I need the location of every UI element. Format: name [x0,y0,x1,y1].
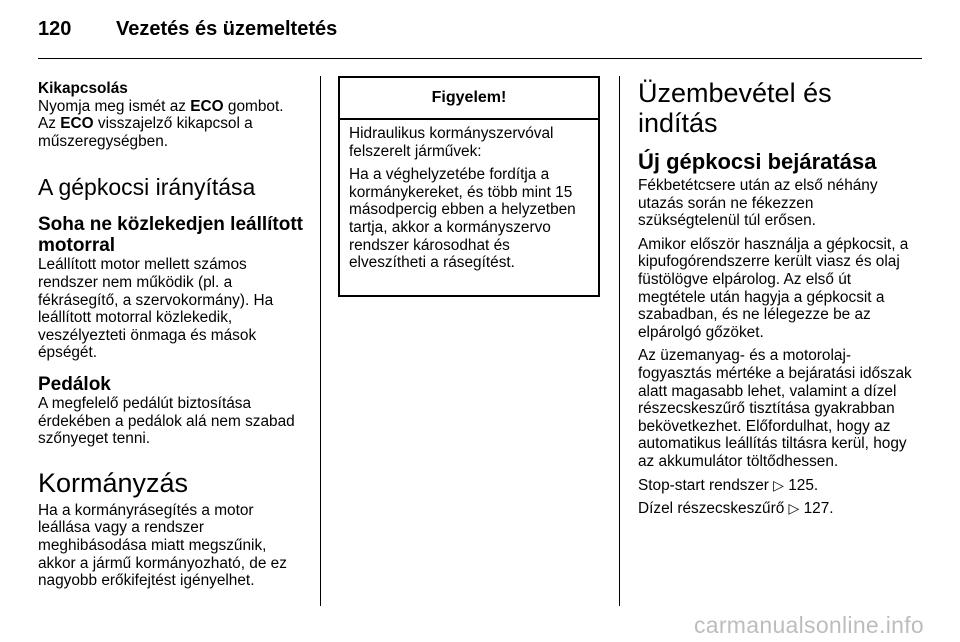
reference-label: Stop-start rendszer [638,476,774,494]
text-run: Nyomja meg ismét az [38,97,191,115]
heading-soha: Soha ne közlekedjen leállított motorral [38,214,304,257]
paragraph-pedalok: A megfelelő pedálút biztosítása érdekében a pedálok alá nem szabad szőnyeget tenni. [38,394,295,448]
paragraph-soha: Leállított motor mellett számos rendszer nem működik (pl. a fékrásegítő, a szervokormány). Ha leállított motorral közlekedik, veszélyezteti önmaga és mások épségét. [38,256,274,362]
text-run: visszajelző kikapcsol a műszeregységben. [38,115,253,150]
page-number: 120 [38,18,72,40]
paragraph-kormanyzas: Ha a kormányrásegítés a motor leállása vagy a rendszer meghibásodása miatt megszűnik, akkor a jármű kormányozható, de ez nagyobb erőkifejtést igényelhet. [38,501,287,590]
page-reference-icon: ▷ [773,476,784,493]
paragraph-bejaratas-3: Az üzemanyag- és a motorolaj-fogyasztás mértéke a bejáratási időszak alatt magasabb lehet, valamint a dízel részecskeszűrő tisztítása gyakrabban bekövetkezhet. Előfordulhat, hogy az automatikus leállítás tiltásra kerül, hogy az akkumulátor töltődhessen. [638,347,912,470]
page-reference-icon: ▷ [788,500,800,517]
heading-iranyitas: A gépkocsi irányítása [38,174,256,201]
header-rule [38,58,922,59]
warning-body [340,120,598,272]
reference-dizel[interactable] [638,500,914,518]
heading-uzembevetel: Üzembevétel és indítás [638,78,832,138]
heading-kikapcsolas: Kikapcsolás [38,80,128,97]
heading-kormanyzas: Kormányzás [38,467,189,498]
column-left [38,80,306,590]
eco-label: ECO [60,115,94,133]
chapter-title: Vezetés és üzemeltetés [116,18,338,40]
heading-pedalok: Pedálok [38,373,111,395]
reference-page: 125. [783,476,819,494]
column-divider-left [320,76,321,606]
reference-stop-start[interactable] [638,477,914,495]
text-run: gombot. [223,97,284,115]
reference-label: Dízel részecskeszűrő [638,500,789,518]
watermark: carmanualsonline.info [693,612,924,638]
warning-box [338,76,600,297]
eco-label: ECO [190,97,224,115]
column-right [638,78,914,518]
paragraph-bejaratas-2: Amikor először használja a gépkocsit, a kipufogórendszerre került viasz és olaj füstölögve elpárolog. Az első út megtétele után hagyja a gépkocsit a szabadban, és ne lélegezze be az elpárolgó gőzöket. [638,235,909,341]
paragraph-kikapcsolas-2 [38,115,306,150]
paragraph-kikapcsolas-1 [38,98,306,116]
heading-bejaratas: Új gépkocsi bejáratása [638,149,877,174]
column-divider-right [619,76,620,606]
paragraph-bejaratas-1: Fékbetétcsere után az első néhány utazás során ne fékezzen szükségtelenül túl erősen. [638,177,878,230]
page-header [38,18,337,41]
warning-paragraph-2: Ha a véghelyzetébe fordítja a kormánykereket, és több mint 15 másodpercig ebben a helyzetben tartja, akkor a kormányszervo rendszer károsodhat és elveszítheti a rásegítést. [349,166,576,272]
warning-title: Figyelem! [340,78,598,120]
text-run: Az [38,115,61,133]
reference-page: 127. [799,500,834,518]
warning-paragraph-1: Hidraulikus kormányszervóval felszerelt járművek: [349,125,554,160]
